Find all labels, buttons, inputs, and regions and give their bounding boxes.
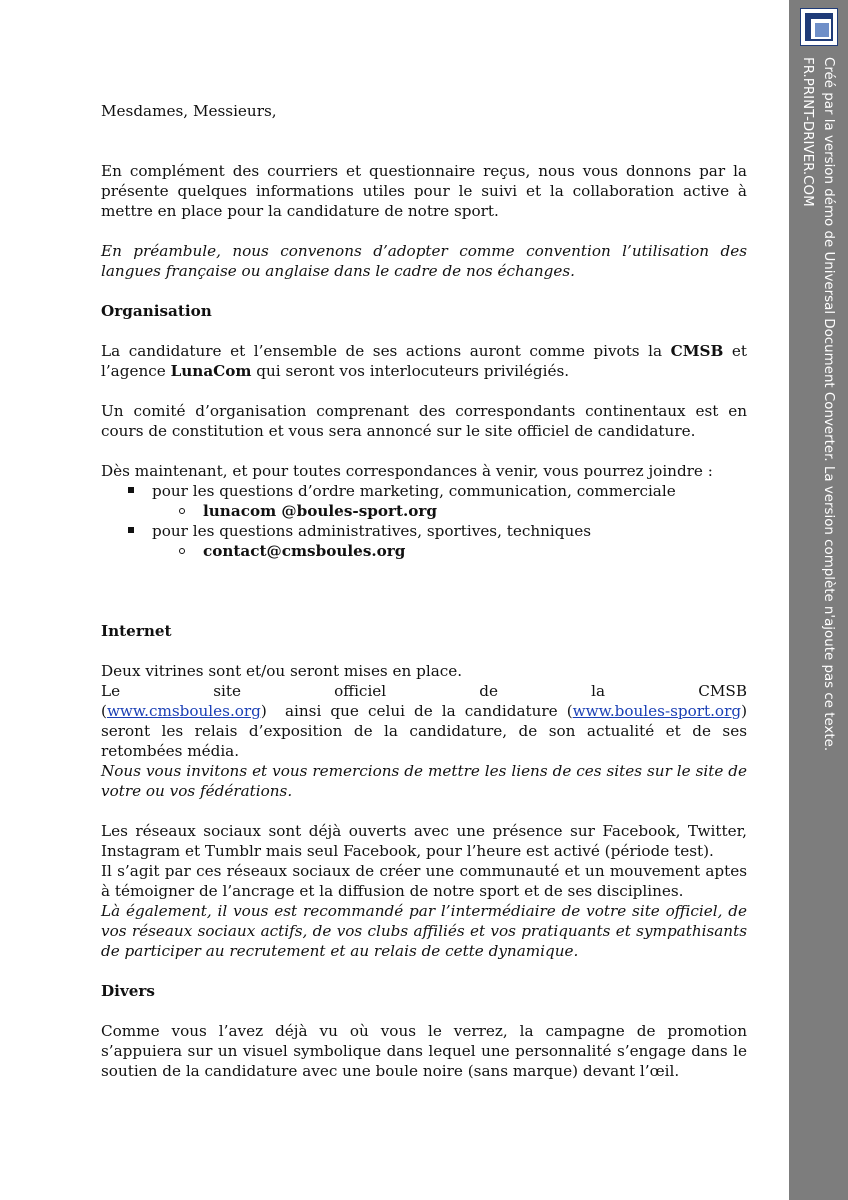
- watermark-url: FR.PRINT-DRIVER.COM: [800, 57, 815, 207]
- internet-paragraph-2: Le site officiel de la CMSB (www.cmsboules.org) ainsi que celui de la candidature (www.boules-sport.org) seront les relais d’exposition de la candidature, de son actualité et de ses retombées média.: [101, 682, 747, 760]
- heading-divers: Divers: [101, 982, 155, 1000]
- lunacom-name: LunaCom: [170, 362, 252, 380]
- contact-email-marketing: lunacom @boules-sport.org: [101, 501, 747, 521]
- circle-bullet-icon: [179, 508, 185, 514]
- organisation-paragraph-2: Un comité d’organisation comprenant des correspondants continentaux est en cours de constitution et vous sera annoncé sur le site officiel de candidature.: [101, 402, 747, 440]
- list-item: pour les questions d’ordre marketing, communication, commerciale: [101, 481, 747, 501]
- square-bullet-icon: [128, 487, 134, 493]
- organisation-paragraph-1: La candidature et l’ensemble de ses actions auront comme pivots la CMSB et l’agence LunaCom qui seront vos interlocuteurs privilégiés.: [101, 342, 747, 380]
- udc-logo-icon: [800, 8, 838, 46]
- list-item: pour les questions administratives, sportives, techniques: [101, 521, 747, 541]
- link-boules-sport[interactable]: www.boules-sport.org: [572, 702, 742, 720]
- circle-bullet-icon: [179, 548, 185, 554]
- preamble-paragraph: En préambule, nous convenons d’adopter comme convention l’utilisation des langues française ou anglaise dans le cadre de nos échanges.: [101, 242, 747, 280]
- internet-paragraph-5: Il s’agit par ces réseaux sociaux de créer une communauté et un mouvement aptes à témoigner de l’ancrage et la diffusion de notre sport et de ses disciplines.: [101, 862, 747, 900]
- square-bullet-icon: [128, 527, 134, 533]
- salutation: Mesdames, Messieurs,: [101, 102, 277, 120]
- internet-paragraph-4: Les réseaux sociaux sont déjà ouverts avec une présence sur Facebook, Twitter, Instagram et Tumblr mais seul Facebook, pour l’heure est activé (période test).: [101, 822, 747, 860]
- internet-paragraph-1: Deux vitrines sont et/ou seront mises en place.: [101, 662, 463, 680]
- contact-email-admin: contact@cmsboules.org: [101, 541, 747, 561]
- heading-internet: Internet: [101, 622, 172, 640]
- internet-paragraph-6: Là également, il vous est recommandé par l’intermédiaire de votre site officiel, de vos réseaux sociaux actifs, de vos clubs affiliés et vos pratiquants et sympathisants de participer au recrutement et au relais de cette dynamique.: [101, 902, 747, 960]
- link-cmsboules[interactable]: www.cmsboules.org: [106, 702, 261, 720]
- heading-organisation: Organisation: [101, 302, 212, 320]
- divers-paragraph-1: Comme vous l’avez déjà vu où vous le verrez, la campagne de promotion s’appuiera sur un visuel symbolique dans lequel une personnalité s’engage dans le soutien de la candidature avec une boule noire (sans marque) devant l’œil.: [101, 1022, 747, 1080]
- watermark-text: Créé par la version démo de Universal Document Converter. La version complète n'ajoute pas ce texte.: [821, 57, 836, 752]
- contact-list: [101, 481, 747, 561]
- letter-body: [101, 101, 747, 1081]
- organisation-paragraph-3: Dès maintenant, et pour toutes correspondances à venir, vous pourrez joindre :: [101, 462, 713, 480]
- internet-paragraph-3: Nous vous invitons et vous remercions de mettre les liens de ces sites sur le site de votre ou vos fédérations.: [101, 762, 747, 800]
- cmsb-name: CMSB: [670, 342, 724, 360]
- intro-paragraph: En complément des courriers et questionnaire reçus, nous vous donnons par la présente quelques informations utiles pour le suivi et la collaboration active à mettre en place pour la candidature de notre sport.: [101, 162, 747, 220]
